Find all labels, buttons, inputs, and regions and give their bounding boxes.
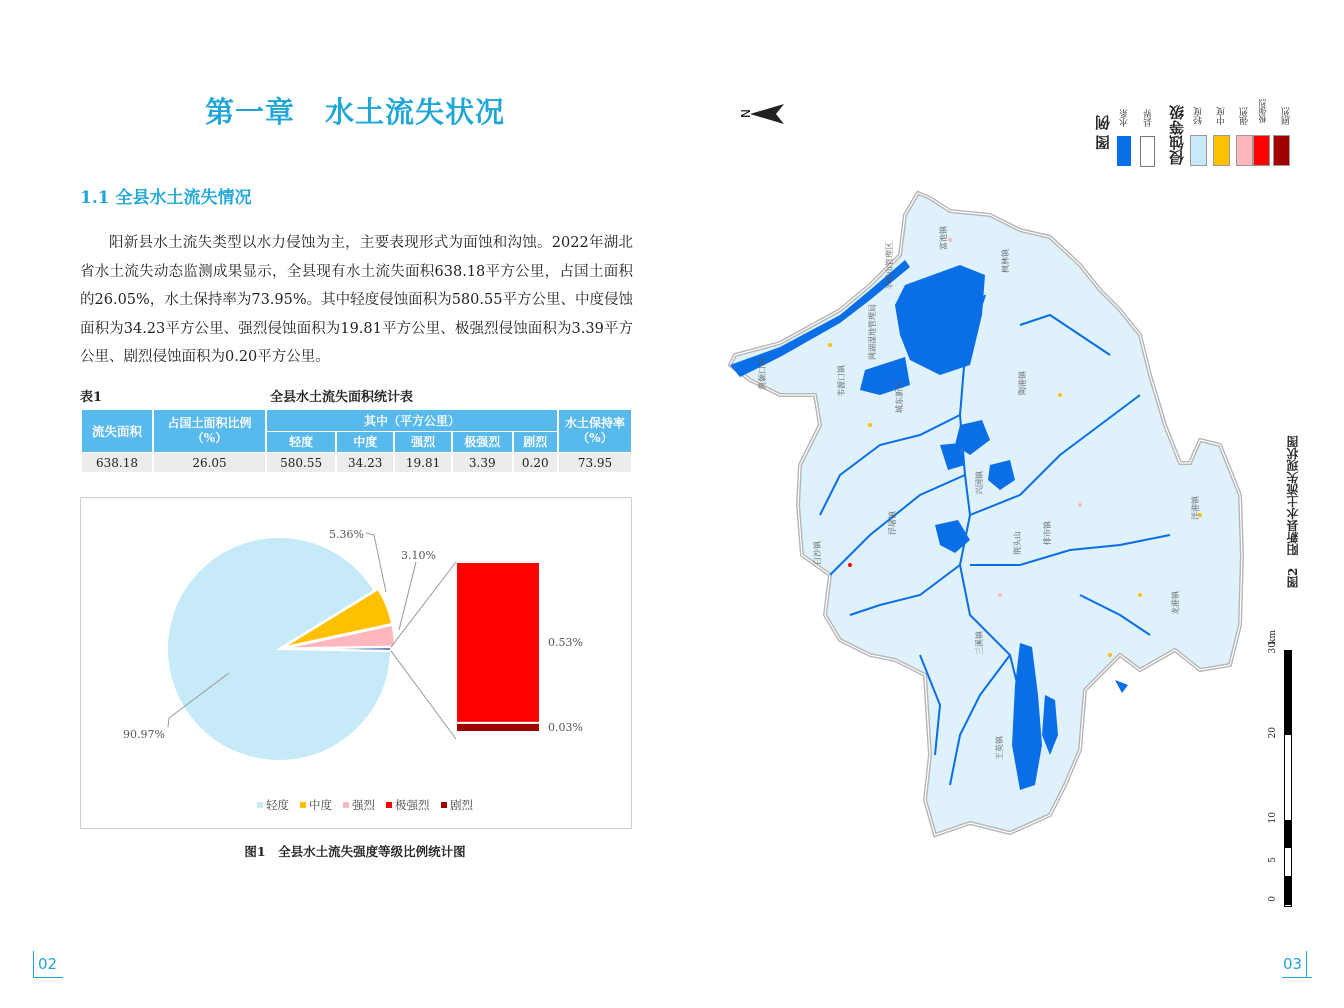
town-label: 陶港镇 <box>1018 371 1027 395</box>
cell-area: 638.18 <box>82 453 152 472</box>
legend-swatch <box>343 802 349 808</box>
town-label: 白沙镇 <box>813 541 822 565</box>
legend-label: 强烈 <box>352 798 375 812</box>
moderate-swatch <box>1213 135 1230 166</box>
very-strong-swatch <box>1253 135 1270 166</box>
th-ratio: 占国土面积比例（%） <box>154 410 265 452</box>
county-map <box>720 95 1340 915</box>
town-label: 黄颡口镇 <box>758 358 767 390</box>
th-light: 轻度 <box>267 432 335 453</box>
page-number-left: 02 <box>33 951 57 977</box>
town-label: 荆头山 <box>1013 531 1022 555</box>
bar-segment <box>456 723 540 732</box>
legend-label-light: 轻度 <box>1194 107 1204 125</box>
legend-label-moderate: 中度 <box>1217 107 1227 125</box>
town-label: 城东新区 <box>895 381 904 413</box>
leader-line <box>399 562 416 630</box>
legend-label: 轻度 <box>266 798 289 812</box>
scale-tick-label: 0 <box>1268 896 1278 902</box>
boundary-swatch <box>1140 136 1155 167</box>
map-legend <box>1090 99 1295 173</box>
body-paragraph: 阳新县水土流失类型以水力侵蚀为主，主要表现形式为面蚀和沟蚀。2022年湖北省水土流失动态监测成果显示，全县现有水土流失面积638.18平方公里，占国土面积的26.05%，水土保持率为73.95%。其中轻度侵蚀面积为580.55平方公里、中度侵蚀面积为34.23平方公里、强烈侵蚀面积为19.81平方公里、极强烈侵蚀面积为3.39平方公里、剧烈侵蚀面积为0.20平方公里。 <box>80 235 633 366</box>
town-label: 富池镇 <box>939 226 948 250</box>
data-label: 5.36% <box>329 528 364 541</box>
legend-swatch <box>300 802 306 808</box>
town-label: 网湖湿地管理局 <box>868 304 877 360</box>
legend-swatch <box>386 802 392 808</box>
legend-label-very-strong: 极强烈 <box>1258 99 1267 123</box>
severe-swatch <box>1273 135 1290 166</box>
town-label: 枫林镇 <box>1001 249 1010 273</box>
stats-table <box>80 409 633 473</box>
data-label: 3.10% <box>401 549 436 562</box>
scale-tick-label: 5 <box>1268 857 1278 863</box>
connector-line <box>391 651 456 739</box>
town-label: 排市镇 <box>1043 521 1052 545</box>
legend-label: 中度 <box>309 798 332 812</box>
table-label: 表1 <box>80 390 103 405</box>
scale-unit: km <box>1268 630 1278 644</box>
town-label: 浮屠镇 <box>888 511 897 535</box>
strong-swatch <box>1236 135 1253 166</box>
legend-title: 图 例 <box>1094 115 1112 151</box>
legend-label: 极强烈 <box>395 798 430 812</box>
pie-chart-frame <box>80 497 632 829</box>
th-group: 其中（平方公里） <box>267 410 557 431</box>
bar-segment <box>456 562 540 723</box>
scale-tick-label: 20 <box>1268 727 1278 739</box>
pie-of-bar-chart <box>81 498 631 828</box>
county-outline <box>730 193 1242 835</box>
section-title: 1.1 全县水土流失情况 <box>80 188 252 208</box>
cell-strong: 19.81 <box>395 453 451 472</box>
scale-bar <box>1268 630 1322 910</box>
legend-swatch <box>257 802 263 808</box>
north-label: N <box>739 109 753 118</box>
page-number-right: 03 <box>1283 951 1307 977</box>
figure1-caption: 图1 全县水土流失强度等级比例统计图 <box>244 844 466 859</box>
cell-very-strong: 3.39 <box>453 453 512 472</box>
water-swatch <box>1117 136 1131 166</box>
th-retention: 水土保持率（%） <box>559 410 631 452</box>
north-arrow-icon <box>750 104 784 124</box>
data-label: 0.53% <box>548 636 583 649</box>
town-label: 王英镇 <box>995 736 1004 760</box>
legend-label-severe: 剧烈 <box>1282 107 1292 125</box>
cell-ratio: 26.05 <box>154 453 265 472</box>
scale-tick-label: 10 <box>1268 812 1278 824</box>
town-label: 兴国镇 <box>975 471 984 495</box>
legend-label-strong: 强烈 <box>1240 107 1250 125</box>
erosion-legend-title: 侵蚀等级 <box>1168 105 1186 165</box>
th-very-strong: 极强烈 <box>453 432 512 453</box>
th-severe: 剧烈 <box>514 432 557 453</box>
th-moderate: 中度 <box>337 432 393 453</box>
cell-severe: 0.20 <box>514 453 557 472</box>
table-row <box>82 453 631 472</box>
scale-tick-label: 30 <box>1268 642 1278 654</box>
legend-label: 剧烈 <box>450 798 473 812</box>
data-label: 0.03% <box>548 721 583 734</box>
legend-label-water: 水系 <box>1120 109 1130 127</box>
light-swatch <box>1190 135 1207 166</box>
town-label: 龙港镇 <box>1171 591 1180 615</box>
cell-retention: 73.95 <box>559 453 631 472</box>
town-label: 洋港镇 <box>1191 496 1200 520</box>
cell-moderate: 34.23 <box>337 453 393 472</box>
cell-light: 580.55 <box>267 453 335 472</box>
town-label: 半壁山管理区 <box>885 242 894 290</box>
th-strong: 强烈 <box>395 432 451 453</box>
table-title: 全县水土流失面积统计表 <box>270 390 414 405</box>
chapter-title: 第一章 水土流失状况 <box>204 95 505 129</box>
legend-swatch <box>441 802 447 808</box>
legend-label-boundary: 县界 <box>1144 109 1154 127</box>
data-label: 90.97% <box>123 728 165 741</box>
town-label: 韦源口镇 <box>837 365 846 397</box>
figure2-caption: 图2 阳新县水土流失现状图 <box>1286 435 1300 588</box>
connector-line <box>391 562 456 647</box>
town-label: 三溪镇 <box>975 631 984 655</box>
th-area: 流失面积 <box>82 410 152 452</box>
